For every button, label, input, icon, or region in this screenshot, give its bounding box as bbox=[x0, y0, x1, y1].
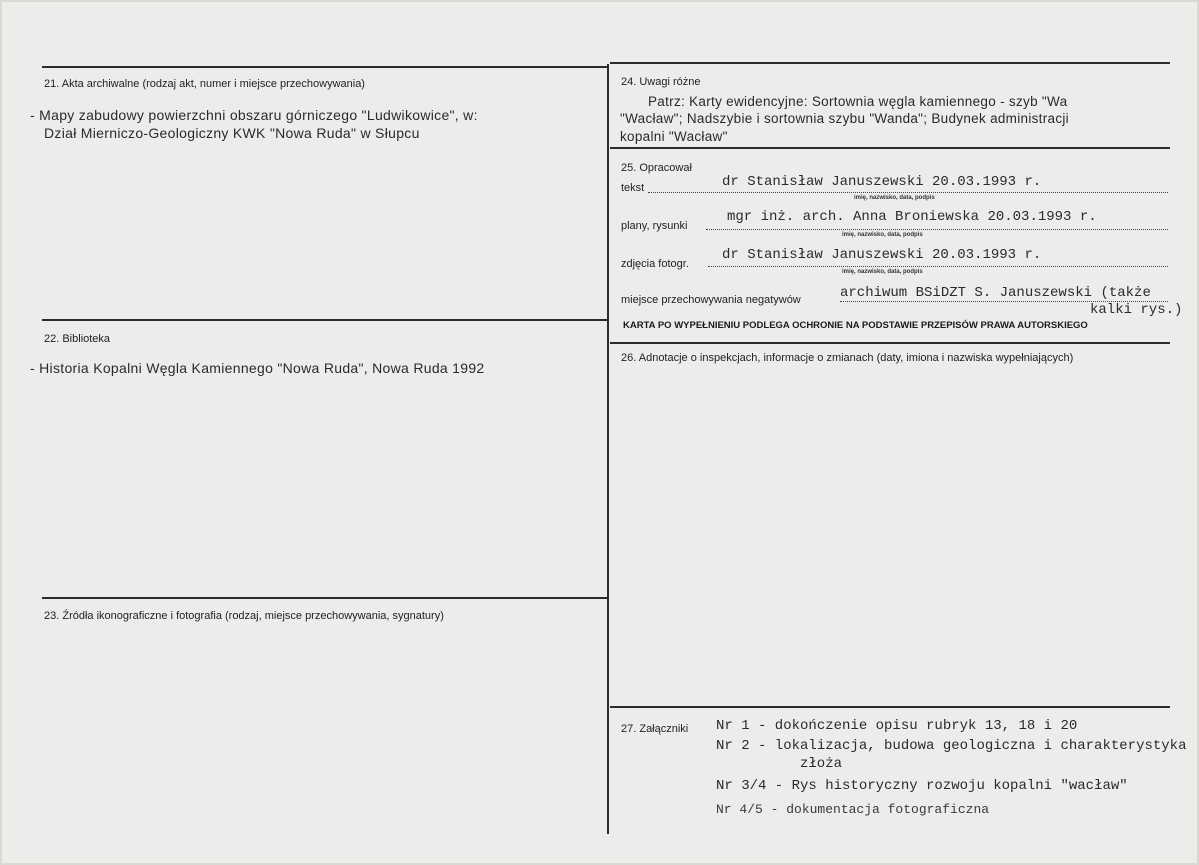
section-26-title: 26. Adnotacje o inspekcjach, informacje o zmianach (daty, imiona i nazwiska wypełniających) bbox=[621, 352, 1074, 364]
miejsce-label: miejsce przechowywania negatywów bbox=[621, 294, 801, 306]
zdjecia-label: zdjęcia fotogr. bbox=[621, 258, 689, 270]
plany-label: plany, rysunki bbox=[621, 220, 688, 232]
section-24-line2: "Wacław"; Nadszybie i sortownia szybu "Wanda"; Budynek administracji bbox=[620, 111, 1069, 126]
plany-value: mgr inż. arch. Anna Broniewska 20.03.1993 r. bbox=[727, 209, 1097, 225]
section-27-title: 27. Załączniki bbox=[621, 723, 689, 735]
rule-26 bbox=[610, 342, 1170, 344]
copyright-notice: KARTA PO WYPEŁNIENIU PODLEGA OCHRONIE NA PODSTAWIE PRZEPISÓW PRAWA AUTORSKIEGO bbox=[623, 320, 1088, 331]
tekst-caption: imię, nazwisko, data, podpis bbox=[854, 195, 935, 201]
section-25-title: 25. Opracował bbox=[621, 162, 692, 174]
tekst-label: tekst bbox=[621, 182, 645, 194]
top-rule-left bbox=[42, 66, 608, 68]
attachment-4: Nr 4/5 - dokumentacja fotograficzna bbox=[716, 802, 990, 817]
plany-caption: imię, nazwisko, data, podpis bbox=[842, 232, 923, 238]
tekst-value: dr Stanisław Januszewski 20.03.1993 r. bbox=[722, 174, 1042, 190]
zdjecia-value: dr Stanisław Januszewski 20.03.1993 r. bbox=[722, 247, 1042, 263]
center-divider bbox=[607, 64, 609, 834]
section-24-line1: Patrz: Karty ewidencyjne: Sortownia węgla kamiennego - szyb "Wa bbox=[648, 94, 1068, 109]
section-21-line2: Dział Mierniczo-Geologiczny KWK "Nowa Ruda" w Słupcu bbox=[44, 125, 420, 141]
rule-23 bbox=[42, 597, 608, 599]
section-22-title: 22. Biblioteka bbox=[44, 333, 111, 345]
section-23-title: 23. Źródła ikonograficzne i fotografia (rodzaj, miejsce przechowywania, sygnatury) bbox=[44, 610, 444, 622]
zdjecia-caption: imię, nazwisko, data, podpis bbox=[842, 269, 923, 275]
zdjecia-line bbox=[708, 266, 1168, 267]
rule-27 bbox=[610, 706, 1170, 708]
miejsce-value-2: kalki rys.) bbox=[1090, 302, 1183, 318]
attachment-3: Nr 3/4 - Rys historyczny rozwoju kopalni "wacław" bbox=[716, 778, 1128, 794]
section-22-line1: - Historia Kopalni Węgla Kamiennego "Nowa Ruda", Nowa Ruda 1992 bbox=[30, 360, 485, 376]
plany-line bbox=[706, 229, 1168, 230]
rule-22 bbox=[42, 319, 608, 321]
top-rule-right bbox=[610, 62, 1170, 64]
rule-25 bbox=[610, 147, 1170, 149]
section-21-line1: - Mapy zabudowy powierzchni obszaru górniczego "Ludwikowice", w: bbox=[30, 107, 478, 123]
section-24-line3: kopalni "Wacław" bbox=[620, 129, 728, 144]
attachment-1: Nr 1 - dokończenie opisu rubryk 13, 18 i 20 bbox=[716, 718, 1078, 734]
attachment-2b: złoża bbox=[800, 756, 843, 772]
tekst-line bbox=[648, 192, 1168, 193]
section-21-title: 21. Akta archiwalne (rodzaj akt, numer i miejsce przechowywania) bbox=[44, 78, 365, 90]
section-24-title: 24. Uwagi różne bbox=[621, 76, 701, 88]
attachment-2a: Nr 2 - lokalizacja, budowa geologiczna i charakterystyka bbox=[716, 738, 1187, 754]
miejsce-value: archiwum BSiDZT S. Januszewski (także bbox=[840, 285, 1151, 301]
